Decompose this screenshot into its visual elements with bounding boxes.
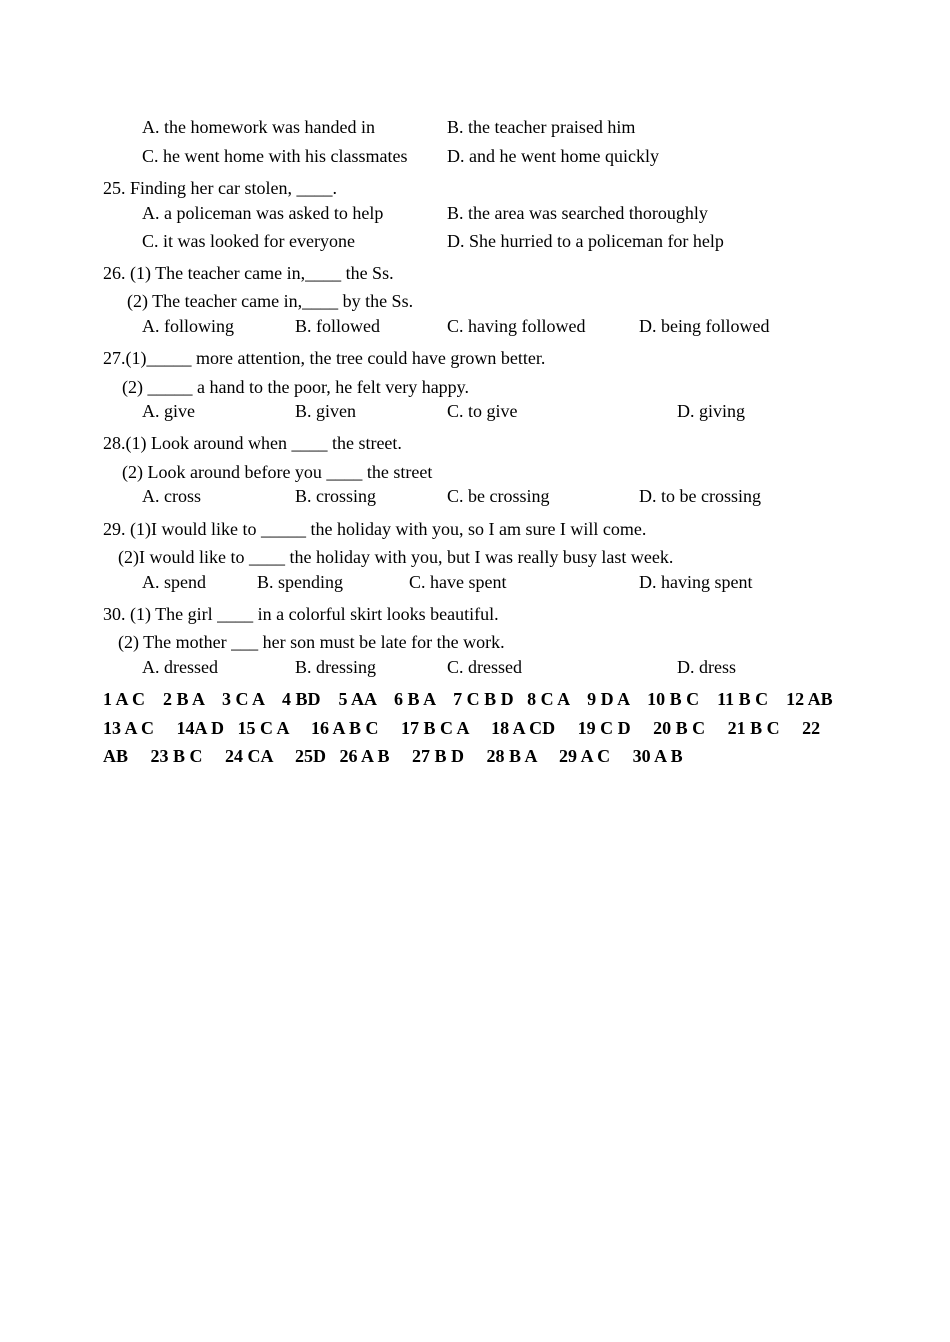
q30-option-a: A. dressed xyxy=(142,657,218,677)
q30-option-d: D. dress xyxy=(677,657,736,677)
q26-option-b: B. followed xyxy=(295,316,380,336)
q29-stem-2: (2)I would like to ____ the holiday with you, but I was really busy last week. xyxy=(118,547,674,567)
q30-stem-2: (2) The mother ___ her son must be late for the work. xyxy=(118,632,505,652)
q26-stem-2: (2) The teacher came in,____ by the Ss. xyxy=(127,291,414,311)
q30-option-b: B. dressing xyxy=(295,657,376,677)
q24-option-b: B. the teacher praised him xyxy=(447,117,636,137)
q28-option-d: D. to be crossing xyxy=(639,486,761,506)
q27-option-c: C. to give xyxy=(447,401,518,421)
answer-key-line-1: 1 A C 2 B A 3 C A 4 BD 5 AA 6 B A 7 C B D 8 C A 9 D A 10 B C 11 B C 12 AB xyxy=(103,689,833,709)
q29-stem-1: 29. (1)I would like to _____ the holiday with you, so I am sure I will come. xyxy=(103,519,647,539)
q28-option-a: A. cross xyxy=(142,486,201,506)
q26-option-c: C. having followed xyxy=(447,316,586,336)
q29-option-d: D. having spent xyxy=(639,572,753,592)
q26-option-d: D. being followed xyxy=(639,316,770,336)
q25-option-c: C. it was looked for everyone xyxy=(142,231,355,251)
q26-stem-1: 26. (1) The teacher came in,____ the Ss. xyxy=(103,263,394,283)
q25-option-d: D. She hurried to a policeman for help xyxy=(447,231,724,251)
q24-option-a: A. the homework was handed in xyxy=(142,117,375,137)
q27-option-a: A. give xyxy=(142,401,195,421)
q29-option-a: A. spend xyxy=(142,572,206,592)
q30-stem-1: 30. (1) The girl ____ in a colorful skirt looks beautiful. xyxy=(103,604,499,624)
q25-option-a: A. a policeman was asked to help xyxy=(142,203,384,223)
q27-stem-1: 27.(1)_____ more attention, the tree could have grown better. xyxy=(103,348,546,368)
q27-stem-2: (2) _____ a hand to the poor, he felt very happy. xyxy=(122,377,470,397)
q28-option-b: B. crossing xyxy=(295,486,376,506)
q27-option-b: B. given xyxy=(295,401,356,421)
q25-option-b: B. the area was searched thoroughly xyxy=(447,203,708,223)
q25-stem: 25. Finding her car stolen, ____. xyxy=(103,178,337,198)
q29-option-c: C. have spent xyxy=(409,572,507,592)
q26-option-a: A. following xyxy=(142,316,234,336)
q28-option-c: C. be crossing xyxy=(447,486,550,506)
q28-stem-2: (2) Look around before you ____ the street xyxy=(122,462,433,482)
q24-option-c: C. he went home with his classmates xyxy=(142,146,408,166)
q27-option-d: D. giving xyxy=(677,401,746,421)
q28-stem-1: 28.(1) Look around when ____ the street. xyxy=(103,433,402,453)
answer-key-line-3: AB 23 B C 24 CA 25D 26 A B 27 B D 28 B A 29 A C 30 A B xyxy=(103,746,683,766)
q29-option-b: B. spending xyxy=(257,572,344,592)
q24-option-d: D. and he went home quickly xyxy=(447,146,659,166)
q30-option-c: C. dressed xyxy=(447,657,522,677)
answer-key-line-2: 13 A C 14A D 15 C A 16 A B C 17 B C A 18 A CD 19 C D 20 B C 21 B C 22 xyxy=(103,718,821,738)
